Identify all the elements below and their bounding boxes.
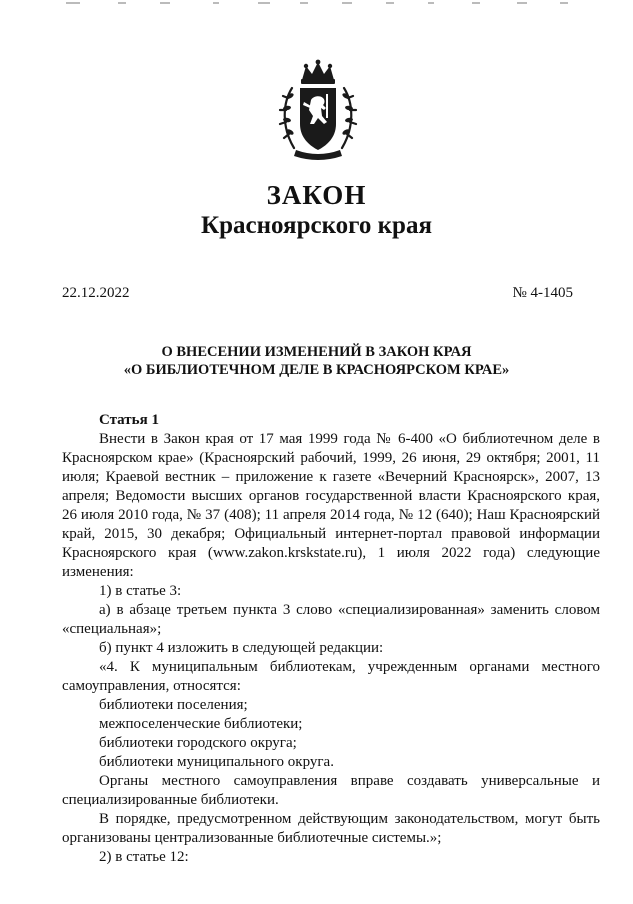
crown-icon [301,60,335,84]
paragraph: б) пункт 4 изложить в следующей редакции: [99,640,384,656]
document-body [62,411,600,867]
document-subtitle: Красноярского края [201,212,432,239]
paragraph: «4. К муниципальным библиотекам, учрежденным органами местного самоуправления, относятся: [62,659,600,694]
document-date: 22.12.2022 [62,285,130,301]
paragraph: а) в абзаце третьем пункта 3 слово «специализированная» заменить словом «специальная»; [62,602,600,637]
paragraph: Внести в Закон края от 17 мая 1999 года № 6-400 «О библиотечном деле в Красноярском крае» (Красноярский рабочий, 1999, 26 июня, 29 октября; 2001, 11 июля; Краевой вестник – приложение к газете «Вечерний Красноярск», 2007, 13 апреля; Ведомости высших органов государственной власти Красноярского края, 26 июля 2010 года, № 37 (408); 11 апреля 2014 года, № 12 (640); Наш Красноярский край, 2015, 30 декабря; Официальный интернет-портал правовой информации Красноярского края (www.zakon.krskstate.ru), 1 июля 2022 года) следующие изменения: [62,431,600,580]
document-title: ЗАКОН [266,180,367,210]
scan-artifacts [0,0,633,8]
document-number: № 4-1405 [512,285,573,301]
law-heading-line-1: О ВНЕСЕНИИ ИЗМЕНЕНИЙ В ЗАКОН КРАЯ [161,344,472,360]
list-item: библиотеки городского округа; [99,735,297,751]
paragraph: В порядке, предусмотренном действующим законодательством, могут быть организованы централизованные библиотечные системы.»; [62,811,600,846]
paragraph: 2) в статье 12: [99,849,189,865]
article-title: Статья 1 [99,412,159,428]
paragraph: 1) в статье 3: [99,583,182,599]
list-item: библиотеки муниципального округа. [99,754,334,770]
coat-of-arms-emblem [278,58,358,162]
paragraph: Органы местного самоуправления вправе создавать универсальные и специализированные библиотеки. [62,773,600,808]
list-item: библиотеки поселения; [99,697,248,713]
list-item: межпоселенческие библиотеки; [99,716,303,732]
law-heading-line-2: «О БИБЛИОТЕЧНОМ ДЕЛЕ В КРАСНОЯРСКОМ КРАЕ» [123,362,510,378]
